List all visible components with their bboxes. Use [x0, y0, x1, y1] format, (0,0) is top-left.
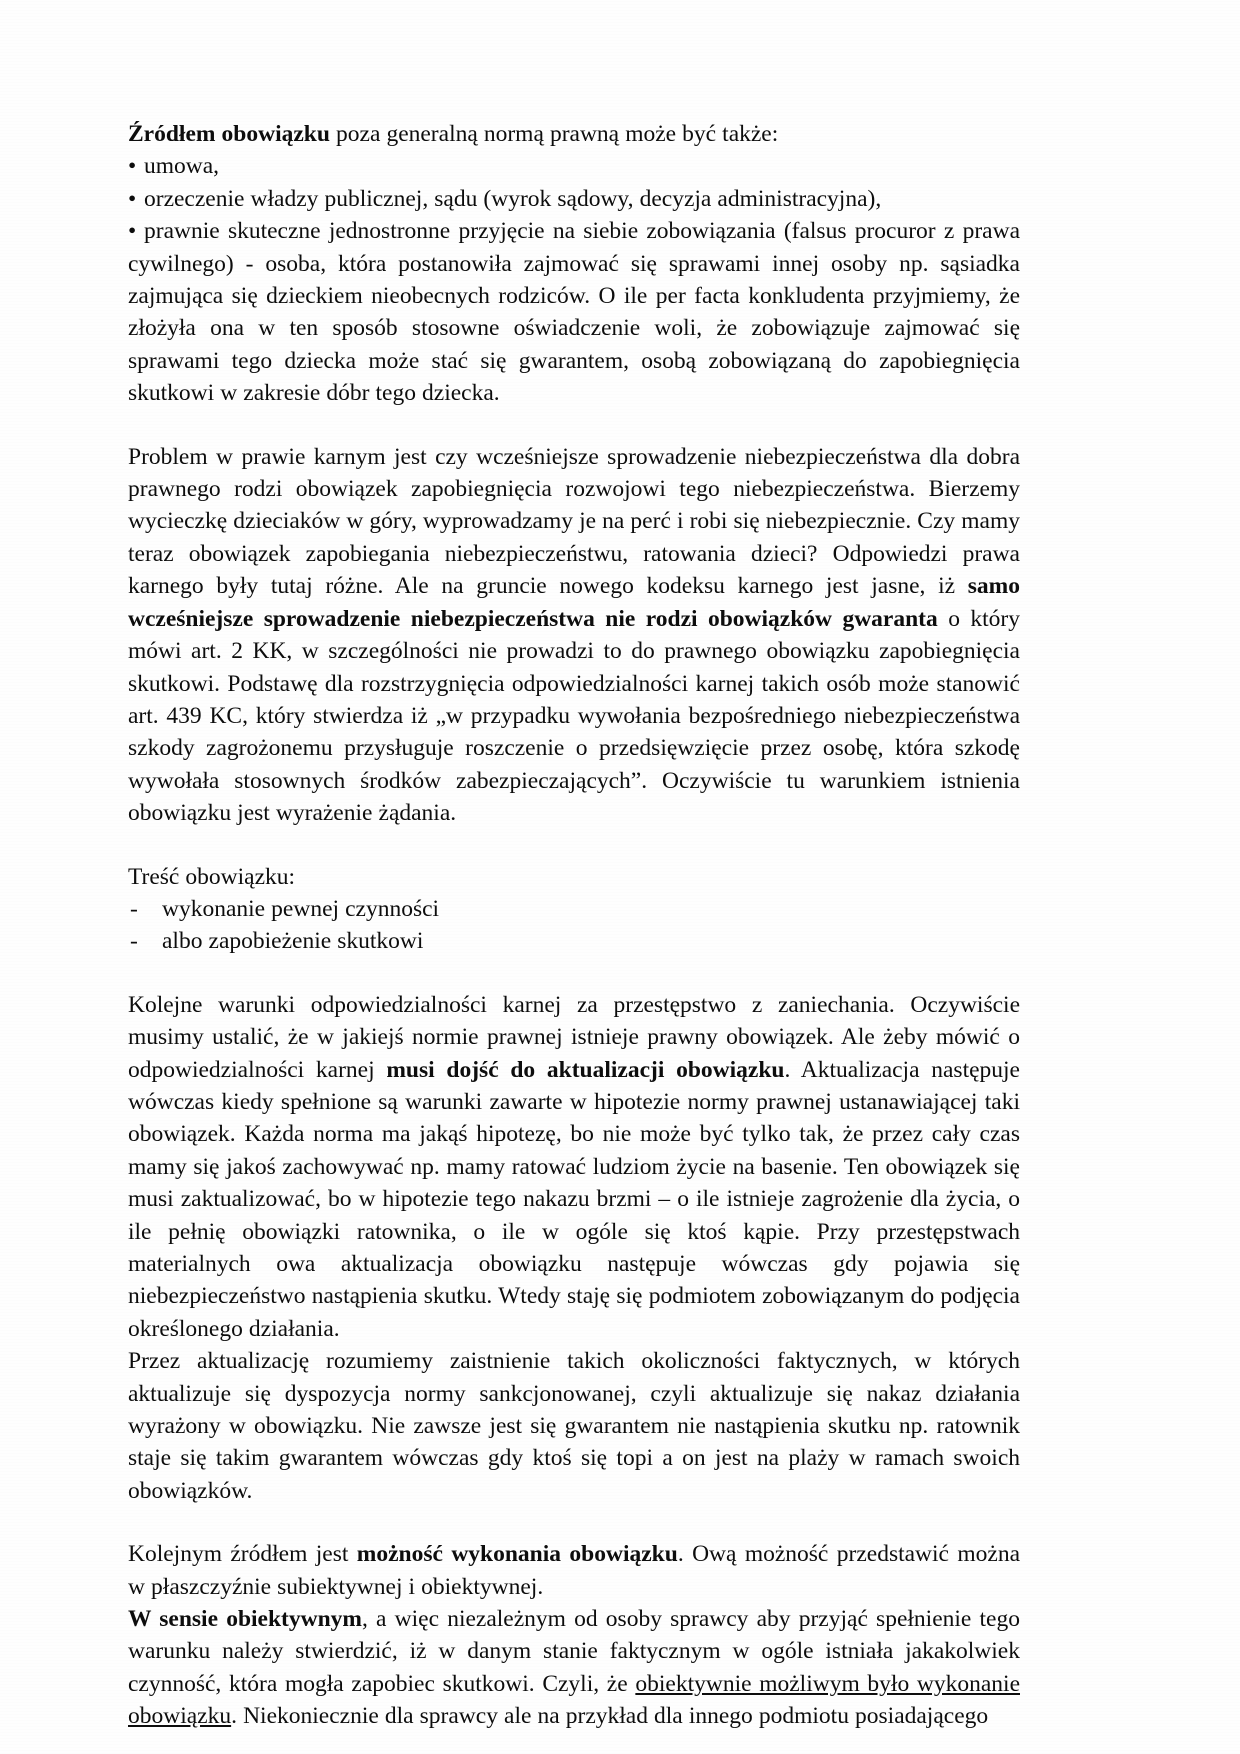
bullet-dot-icon: •: [128, 153, 137, 180]
paragraph-kolejne-part1: Kolejne warunki odpowiedzialności karnej za przestępstwo z zaniechania. Oczywiście musimy ustalić, że w jakiejś normie prawnej istnieje prawny obowiązek. Ale żeby mówić o odpowiedzialności karnej: [128, 991, 1020, 1083]
bullet-dot-icon: •: [128, 218, 137, 245]
paragraph-kolejne-bold: musi dojść do aktualizacji obowiązku: [386, 1056, 785, 1083]
bullet-long-text: prawnie skuteczne jednostronne przyjęcie na siebie zobowiązania (falsus procuror z prawa cywilnego) - osoba, która postanowiła zajmować się sprawami innej osoby np. sąsiadka zajmująca się dzieckiem nieobecnych rodziców. O ile per facta konkludenta przyjmiemy, że złożyła ona w ten sposób stosowne oświadczenie woli, że zobowiązuje zajmować się sprawami tego dziecka może stać się gwarantem, osobą zobowiązaną do zapobiegnięcia skutkowi w zakresie dóbr tego dziecka.: [128, 218, 1020, 407]
list-item-long: [128, 215, 1020, 409]
paragraph-spacer: [128, 958, 1020, 989]
paragraph-problem-part2: o który mówi art. 2 KK, w szczególności nie prowadzi to do prawnego obowiązku zapobiegnięcia skutkowi. Podstawę dla rozstrzygnięcia odpowiedzialności karnej takich osób może stanowić art. 439 KC, który stwierdza iż „w przypadku wywołania bezpośredniego niebezpieczeństwa szkody zagrożonemu przysługuje roszczenie o przedsięwzięcie przez osobę, która szkodę wywołała stosownych środków zabezpieczających”. Oczywiście tu warunkiem istnienia obowiązku jest wyrażenie żądania.: [128, 605, 1021, 827]
paragraph-problem: [128, 441, 1020, 830]
intro-heading-bold: Źródłem obowiązku: [128, 121, 330, 147]
dash-text: albo zapobieżenie skutkowi: [162, 928, 424, 955]
list-item: [128, 150, 1020, 182]
paragraph-moznosc-bold: możność wykonania obowiązku: [356, 1541, 678, 1568]
bullet-text: orzeczenie władzy publicznej, sądu (wyrok sądowy, decyzja administracyjna),: [144, 185, 882, 212]
paragraph-przez: Przez aktualizację rozumiemy zaistnienie takich okoliczności faktycznych, w których aktualizuje się dyspozycja normy sankcjonowanej, czyli aktualizuje się nakaz działania wyrażony w obowiązku. Nie zawsze jest się gwarantem nie nastąpienia skutku np. ratownik staje się takim gwarantem wówczas gdy ktoś się topi a on jest na plaży w ramach swoich obowiązków.: [128, 1348, 1020, 1504]
tresc-heading: Treść obowiązku:: [128, 863, 296, 890]
paragraph-spacer: [128, 1507, 1020, 1538]
paragraph-obiektywny-part2: . Niekoniecznie dla sprawcy ale na przykład dla innego podmiotu posiadającego: [231, 1703, 989, 1730]
paragraph-kolejne-part2: . Aktualizacja następuje wówczas kiedy spełnione są warunki zawarte w hipotezie normy prawnej ustanawiającej taki obowiązek. Każda norma ma jakąś hipotezę, bo nie może być tylko tak, że przez cały czas mamy się jakoś zachowywać np. mamy ratować ludziom życie na basenie. Ten obowiązek się musi zaktualizować, bo w hipotezie tego nakazu brzmi – o ile istnieje zagrożenie dla życia, o ile pełnię obowiązki ratownika, o ile w ogóle się ktoś kąpie. Przy przestępstwach materialnych owa aktualizacja obowiązku następuje wówczas gdy pojawia się niebezpieczeństwo nastąpienia skutku. Wtedy staję się podmiotem zobowiązanym do podjęcia określonego działania.: [128, 1056, 1020, 1342]
paragraph-obiektywny: [128, 1603, 1020, 1733]
paragraph-obiektywny-bold: W sensie obiektywnym: [128, 1606, 362, 1633]
list-item: [128, 893, 1020, 925]
paragraph-moznosc: [128, 1538, 1020, 1603]
paragraph-spacer: [128, 830, 1020, 861]
bullet-text: umowa,: [144, 153, 220, 180]
paragraph-obiektywny-part1: , a więc niezależnym od osoby sprawcy aby przyjąć spełnienie tego warunku należy stwierdzić, iż w danym stanie faktycznym w ogóle istniała jakakolwiek czynność, która mogła zapobiec skutkowi. Czyli, że: [128, 1606, 1020, 1697]
paragraph-moznosc-part1: Kolejnym źródłem jest: [128, 1541, 357, 1568]
dash-bullet-icon: -: [130, 928, 138, 955]
paragraph-problem-bold: samo wcześniejsze sprowadzenie niebezpieczeństwa nie rodzi obowiązków gwaranta: [128, 573, 1020, 632]
paragraph-obiektywny-underline: obiektywnie możliwym było wykonanie obowiązku: [128, 1670, 1020, 1730]
intro-heading: [128, 118, 1020, 150]
paragraph-spacer: [128, 410, 1020, 441]
intro-heading-rest: poza generalną normą prawną może być także:: [329, 121, 779, 147]
document-body: [128, 118, 1020, 1733]
bullet-dot-icon: •: [128, 185, 137, 212]
paragraph-problem-part1: Problem w prawie karnym jest czy wcześniejsze sprowadzenie niebezpieczeństwa dla dobra prawnego rodzi obowiązek zapobiegnięcia rozwojowi tego niebezpieczeństwa. Bierzemy wycieczkę dzieciaków w góry, wyprowadzamy je na perć i robi się niebezpiecznie. Czy mamy teraz obowiązek zapobiegania niebezpieczeństwu, ratowania dzieci? Odpowiedzi prawa karnego były tutaj różne. Ale na gruncie nowego kodeksu karnego jest jasne, iż: [128, 443, 1020, 600]
dash-bullet-icon: -: [130, 895, 138, 922]
list-item: [128, 183, 1020, 215]
dash-text: wykonanie pewnej czynności: [162, 895, 440, 922]
paragraph-kolejne: [128, 989, 1020, 1345]
list-item: [128, 925, 1020, 957]
paragraph-moznosc-part2: . Ową możność przedstawić można w płaszczyźnie subiektywnej i obiektywnej.: [128, 1541, 1020, 1600]
